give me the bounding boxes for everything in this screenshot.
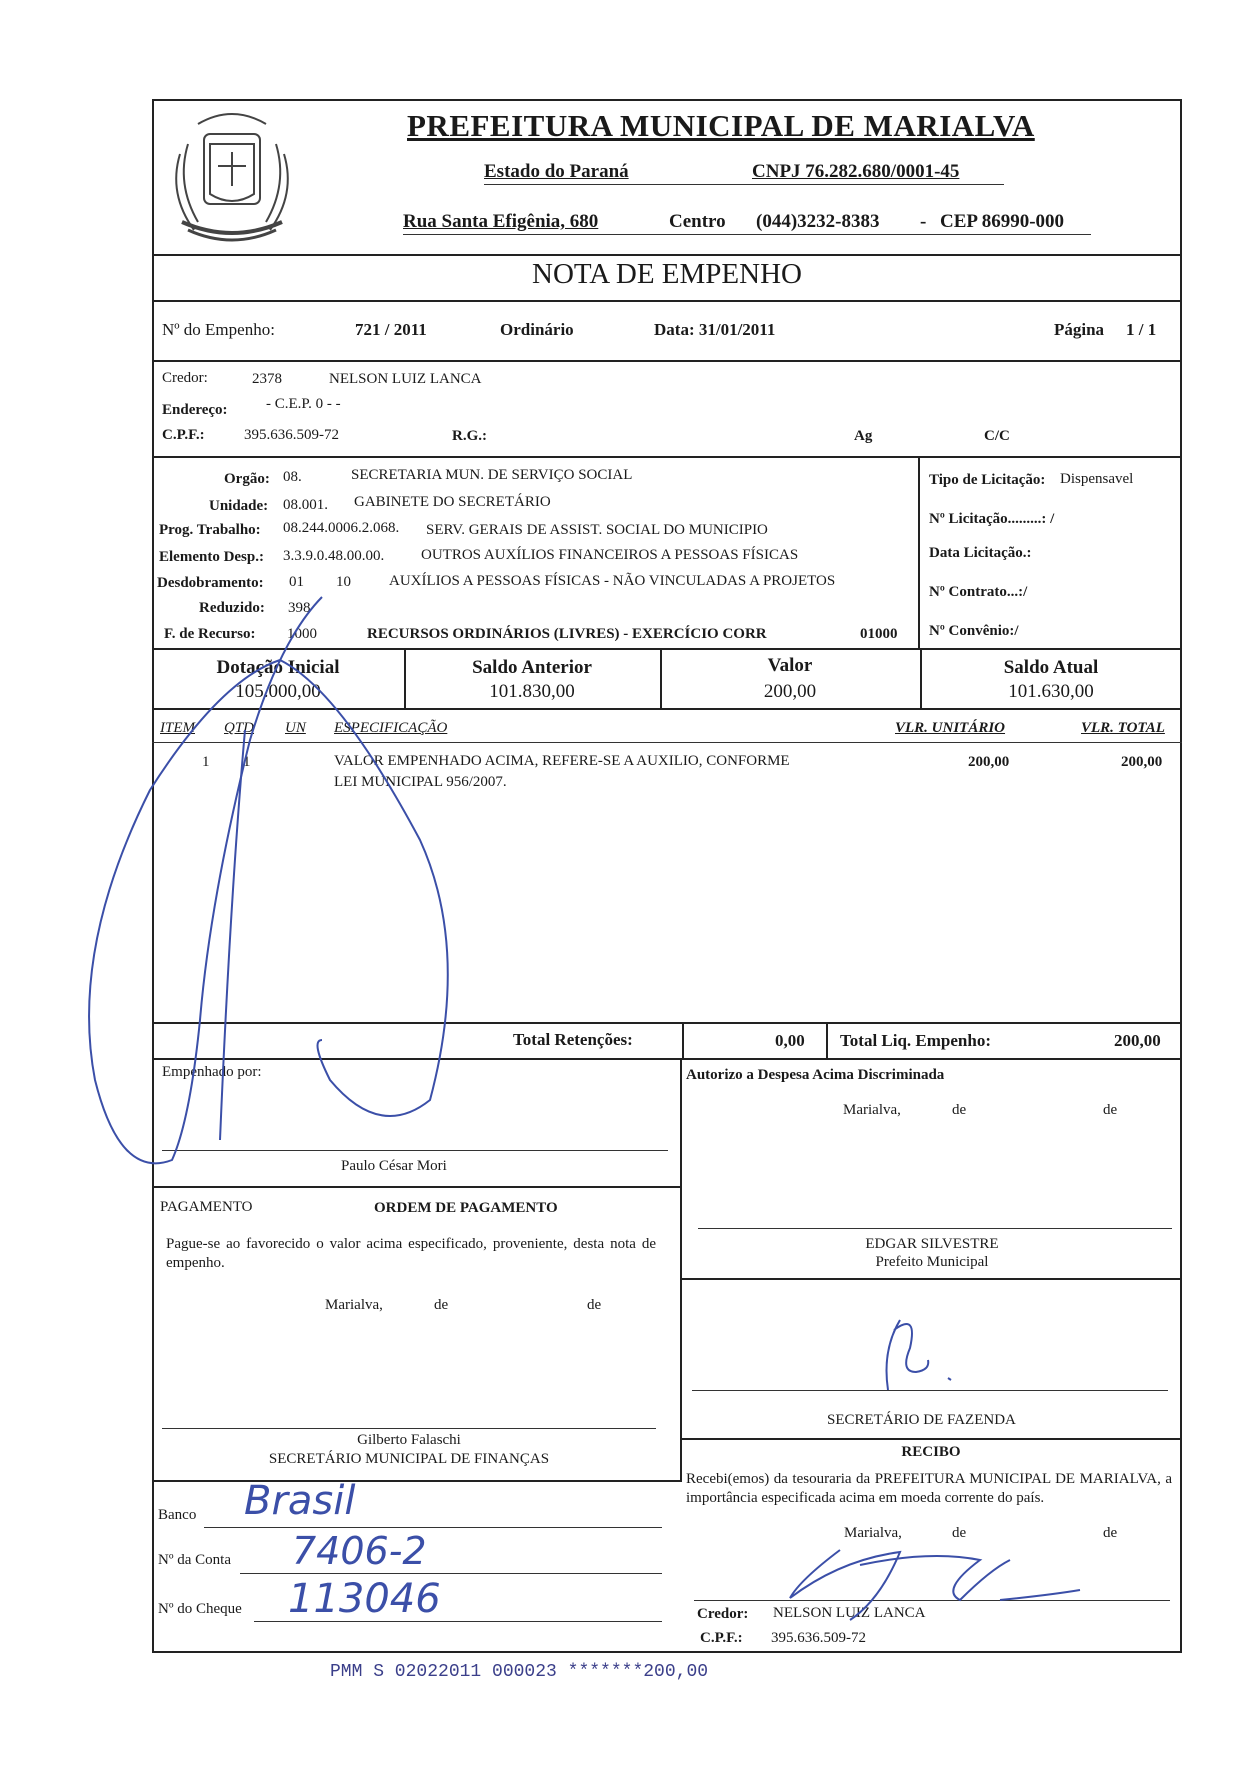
recibo-credor: NELSON LUIZ LANCA xyxy=(773,1605,926,1621)
desdobramento-code1: 01 xyxy=(289,574,304,590)
valor-value: 200,00 xyxy=(763,681,817,702)
address-value: - C.E.P. 0 - - xyxy=(266,396,341,412)
saldo-atual-value: 101.630,00 xyxy=(1008,681,1094,702)
dotacao-label: Dotação Inicial xyxy=(216,657,340,678)
row-spec-line2: LEI MUNICIPAL 956/2007. xyxy=(334,774,507,790)
desdobramento-label: Desdobramento: xyxy=(157,575,264,591)
page-label: Página xyxy=(1054,320,1105,339)
fazenda-role: SECRETÁRIO DE FAZENDA xyxy=(827,1412,1016,1428)
empenho-date: Data: 31/01/2011 xyxy=(654,320,776,339)
col-total: VLR. TOTAL xyxy=(1081,720,1165,736)
recibo-city: Marialva, xyxy=(844,1525,902,1541)
col-spec: ESPECIFICAÇÃO xyxy=(334,720,448,736)
financas-name: Gilberto Falaschi xyxy=(357,1432,461,1448)
row-unit: 200,00 xyxy=(968,754,1010,770)
recurso-code2: 01000 xyxy=(860,626,898,642)
row-spec-line1: VALOR EMPENHADO ACIMA, REFERE-SE A AUXILIO, CONFORME xyxy=(334,753,790,769)
conta-label: Nº da Conta xyxy=(158,1552,231,1568)
recurso-value: RECURSOS ORDINÁRIOS (LIVRES) - EXERCÍCIO CORR xyxy=(367,626,767,642)
liquido-label: Total Liq. Empenho: xyxy=(840,1031,991,1050)
cpf-value: 395.636.509-72 xyxy=(244,427,339,443)
licitacao-date: Data Licitação.: xyxy=(929,545,1032,561)
orgao-code: 08. xyxy=(283,469,302,485)
reduzido-label: Reduzido: xyxy=(199,600,265,616)
cpf-label: C.P.F.: xyxy=(162,427,205,443)
unidade-label: Unidade: xyxy=(209,498,269,514)
row-qtd: 1 xyxy=(243,754,251,770)
recibo-de1: de xyxy=(952,1525,967,1541)
recibo-credor-label: Credor: xyxy=(697,1606,749,1622)
credor-code: 2378 xyxy=(252,371,282,387)
page-title: PREFEITURA MUNICIPAL DE MARIALVA xyxy=(407,108,1035,143)
desdobramento-value: AUXÍLIOS A PESSOAS FÍSICAS - NÃO VINCULADAS A PROJETOS xyxy=(389,573,836,589)
account-label: C/C xyxy=(984,428,1010,444)
elemento-code: 3.3.9.0.48.00.00. xyxy=(283,548,385,564)
contrato-number: Nº Contrato...:/ xyxy=(929,584,1028,600)
recurso-label: F. de Recurso: xyxy=(164,626,256,642)
empenhado-label: Empenhado por: xyxy=(162,1064,262,1080)
phone-label: (044)3232-8383 xyxy=(756,211,880,232)
tipo-licitacao-value: Dispensavel xyxy=(1060,471,1134,487)
convenio-number: Nº Convênio:/ xyxy=(929,623,1019,639)
conta-value: 7406-2 xyxy=(292,1529,427,1573)
recibo-cpf-label: C.P.F.: xyxy=(700,1630,743,1646)
street-label: Rua Santa Efigênia, 680 xyxy=(403,211,599,232)
pagamento-city: Marialva, xyxy=(325,1297,383,1313)
page-number: 1 / 1 xyxy=(1126,320,1157,339)
doc-title: NOTA DE EMPENHO xyxy=(532,258,802,290)
empenho-number-label: Nº do Empenho: xyxy=(162,320,275,339)
credor-label: Credor: xyxy=(162,370,208,386)
prog-label: Prog. Trabalho: xyxy=(159,522,261,538)
retencoes-label: Total Retenções: xyxy=(513,1030,633,1049)
col-unit: VLR. UNITÁRIO xyxy=(895,720,1006,736)
elemento-label: Elemento Desp.: xyxy=(159,549,264,565)
cheque-label: Nº do Cheque xyxy=(158,1601,242,1617)
autorizo-city: Marialva, xyxy=(843,1102,901,1118)
row-item: 1 xyxy=(202,754,210,770)
district-label: Centro xyxy=(669,211,726,232)
reduzido-value: 398 xyxy=(288,600,311,616)
recibo-text: Recebi(emos) da tesouraria da PREFEITURA MUNICIPAL DE MARIALVA, a importância especificada acima em moeda corrente do país. xyxy=(686,1471,1172,1506)
row-total: 200,00 xyxy=(1121,754,1163,770)
elemento-value: OUTROS AUXÍLIOS FINANCEIROS A PESSOAS FÍSICAS xyxy=(421,547,799,563)
pagamento-text: Pague-se ao favorecido o valor acima especificado, proveniente, desta nota de empenho. xyxy=(166,1236,656,1271)
pagamento-de2: de xyxy=(587,1297,602,1313)
print-stamp: PMM S 02022011 000023 *******200,00 xyxy=(330,1662,709,1682)
liquido-value: 200,00 xyxy=(1114,1031,1161,1050)
credor-name: NELSON LUIZ LANCA xyxy=(329,371,482,387)
recibo-title: RECIBO xyxy=(901,1444,961,1460)
pagamento-label: PAGAMENTO xyxy=(160,1199,253,1215)
autorizo-de2: de xyxy=(1103,1102,1118,1118)
col-un: UN xyxy=(285,720,306,736)
mayor-role: Prefeito Municipal xyxy=(875,1254,989,1270)
autorizo-label: Autorizo a Despesa Acima Discriminada xyxy=(686,1067,945,1083)
recibo-de2: de xyxy=(1103,1525,1118,1541)
state-label: Estado do Paraná xyxy=(484,161,629,182)
unidade-value: GABINETE DO SECRETÁRIO xyxy=(354,494,551,510)
agency-label: Ag xyxy=(854,428,873,444)
banco-value: Brasil xyxy=(244,1478,356,1524)
autorizo-de1: de xyxy=(952,1102,967,1118)
empenho-type: Ordinário xyxy=(500,320,574,339)
unidade-code: 08.001. xyxy=(283,497,328,513)
cnpj-label: CNPJ 76.282.680/0001-45 xyxy=(752,161,960,182)
saldo-atual-label: Saldo Atual xyxy=(1003,657,1099,678)
prog-code: 08.244.0006.2.068. xyxy=(283,520,400,536)
recibo-cpf: 395.636.509-72 xyxy=(771,1630,866,1646)
financas-role: SECRETÁRIO MUNICIPAL DE FINANÇAS xyxy=(268,1451,550,1467)
ordem-label: ORDEM DE PAGAMENTO xyxy=(374,1200,558,1216)
desdobramento-code2: 10 xyxy=(336,574,351,590)
signature-stroke xyxy=(220,730,245,1140)
prog-value: SERV. GERAIS DE ASSIST. SOCIAL DO MUNICIPIO xyxy=(426,522,768,538)
banco-label: Banco xyxy=(158,1507,197,1523)
tipo-licitacao-label: Tipo de Licitação: xyxy=(929,472,1046,488)
orgao-value: SECRETARIA MUN. DE SERVIÇO SOCIAL xyxy=(351,467,633,483)
licitacao-number: Nº Licitação.........: / xyxy=(929,511,1055,527)
retencoes-value: 0,00 xyxy=(775,1031,805,1050)
empenhado-name: Paulo César Mori xyxy=(341,1158,447,1174)
signature-stroke xyxy=(790,1550,1080,1620)
orgao-label: Orgão: xyxy=(224,471,270,487)
saldo-anterior-label: Saldo Anterior xyxy=(472,657,592,678)
pagamento-de1: de xyxy=(434,1297,449,1313)
signature-stroke xyxy=(887,1320,952,1390)
mayor-name: EDGAR SILVESTRE xyxy=(865,1236,999,1252)
dotacao-value: 105.000,00 xyxy=(235,681,321,702)
col-qtd: QTD xyxy=(224,720,255,736)
signature-stroke xyxy=(89,597,448,1163)
cep-label: CEP 86990-000 xyxy=(940,211,1065,232)
col-item: ITEM xyxy=(160,720,195,736)
cheque-value: 113046 xyxy=(288,1576,441,1622)
separator-dash: - xyxy=(920,211,927,232)
address-label: Endereço: xyxy=(162,402,228,418)
recurso-code: 1000 xyxy=(287,626,317,642)
rg-label: R.G.: xyxy=(452,428,487,444)
saldo-anterior-value: 101.830,00 xyxy=(489,681,575,702)
valor-label: Valor xyxy=(767,655,813,676)
empenho-number: 721 / 2011 xyxy=(355,320,427,339)
